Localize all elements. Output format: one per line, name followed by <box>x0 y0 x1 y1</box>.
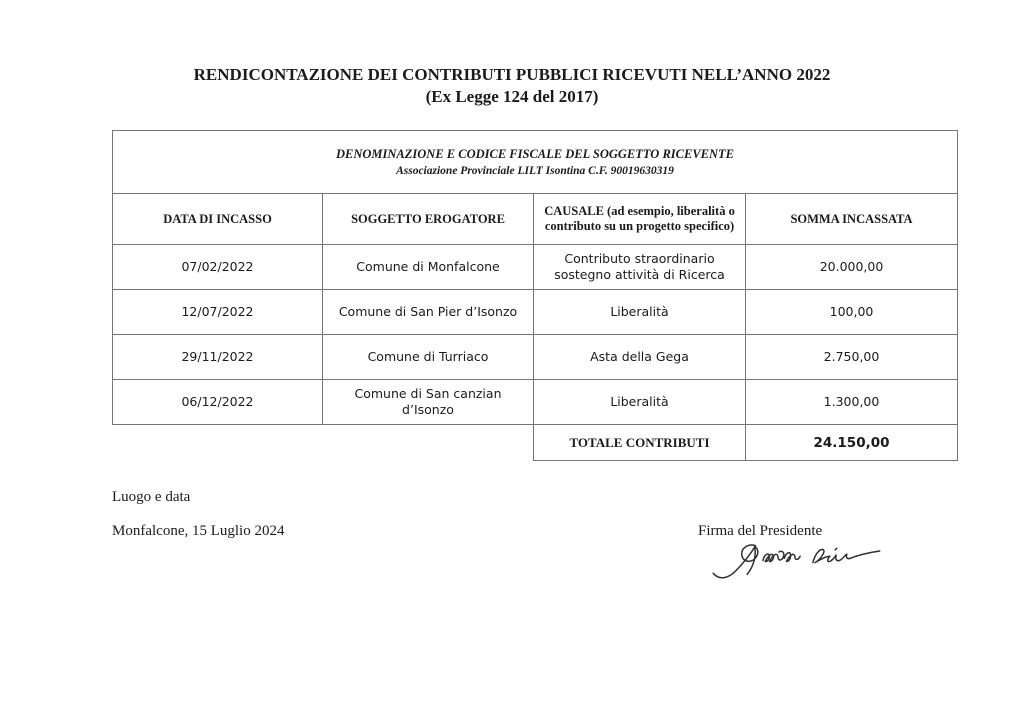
table-row <box>113 380 958 425</box>
document-title-line1: RENDICONTAZIONE DEI CONTRIBUTI PUBBLICI RICEVUTI NELL’ANNO 2022 <box>193 65 831 84</box>
denomination-header: DENOMINAZIONE E CODICE FISCALE DEL SOGGETTO RICEVENTE <box>336 146 735 161</box>
cell-data-incasso: 06/12/2022 <box>113 380 323 425</box>
place-and-date: Monfalcone, 15 Luglio 2024 <box>112 523 285 539</box>
contributions-table <box>112 130 958 461</box>
total-row <box>113 425 958 461</box>
luogo-e-data-label: Luogo e data <box>112 489 191 505</box>
cell-data-incasso: 29/11/2022 <box>113 335 323 380</box>
cell-causale: Contributo straordinario sostegno attività di Ricerca <box>534 245 746 290</box>
signature-label: Firma del Presidente <box>698 523 823 539</box>
table-row <box>113 290 958 335</box>
denomination-cell <box>113 131 958 194</box>
signature-image <box>710 538 885 583</box>
total-contributions-label: TOTALE CONTRIBUTI <box>534 425 746 461</box>
document-title <box>0 64 1024 108</box>
denomination-header-row <box>113 131 958 194</box>
cell-soggetto-erogatore: Comune di San canzian d’Isonzo <box>323 380 534 425</box>
column-header-soggetto-erogatore: SOGGETTO EROGATORE <box>323 194 534 245</box>
total-row-spacer <box>113 425 534 461</box>
cell-causale: Liberalità <box>534 380 746 425</box>
cell-causale: Asta della Gega <box>534 335 746 380</box>
column-header-data-incasso: DATA DI INCASSO <box>113 194 323 245</box>
cell-causale: Liberalità <box>534 290 746 335</box>
table-row <box>113 335 958 380</box>
cell-somma-incassata: 100,00 <box>746 290 958 335</box>
column-header-row <box>113 194 958 245</box>
cell-soggetto-erogatore: Comune di San Pier d’Isonzo <box>323 290 534 335</box>
cell-data-incasso: 07/02/2022 <box>113 245 323 290</box>
cell-somma-incassata: 1.300,00 <box>746 380 958 425</box>
cell-data-incasso: 12/07/2022 <box>113 290 323 335</box>
column-header-somma-incassata: SOMMA INCASSATA <box>746 194 958 245</box>
cell-soggetto-erogatore: Comune di Turriaco <box>323 335 534 380</box>
cell-soggetto-erogatore: Comune di Monfalcone <box>323 245 534 290</box>
column-header-causale: CAUSALE (ad esempio, liberalità o contributo su un progetto specifico) <box>534 194 746 245</box>
president-signature <box>710 538 885 583</box>
cell-somma-incassata: 20.000,00 <box>746 245 958 290</box>
cell-somma-incassata: 2.750,00 <box>746 335 958 380</box>
denomination-subheader: Associazione Provinciale LILT Isontina C.F. 90019630319 <box>396 164 674 177</box>
document-title-line2: (Ex Legge 124 del 2017) <box>425 87 599 106</box>
table-row <box>113 245 958 290</box>
total-contributions-value: 24.150,00 <box>746 425 958 461</box>
